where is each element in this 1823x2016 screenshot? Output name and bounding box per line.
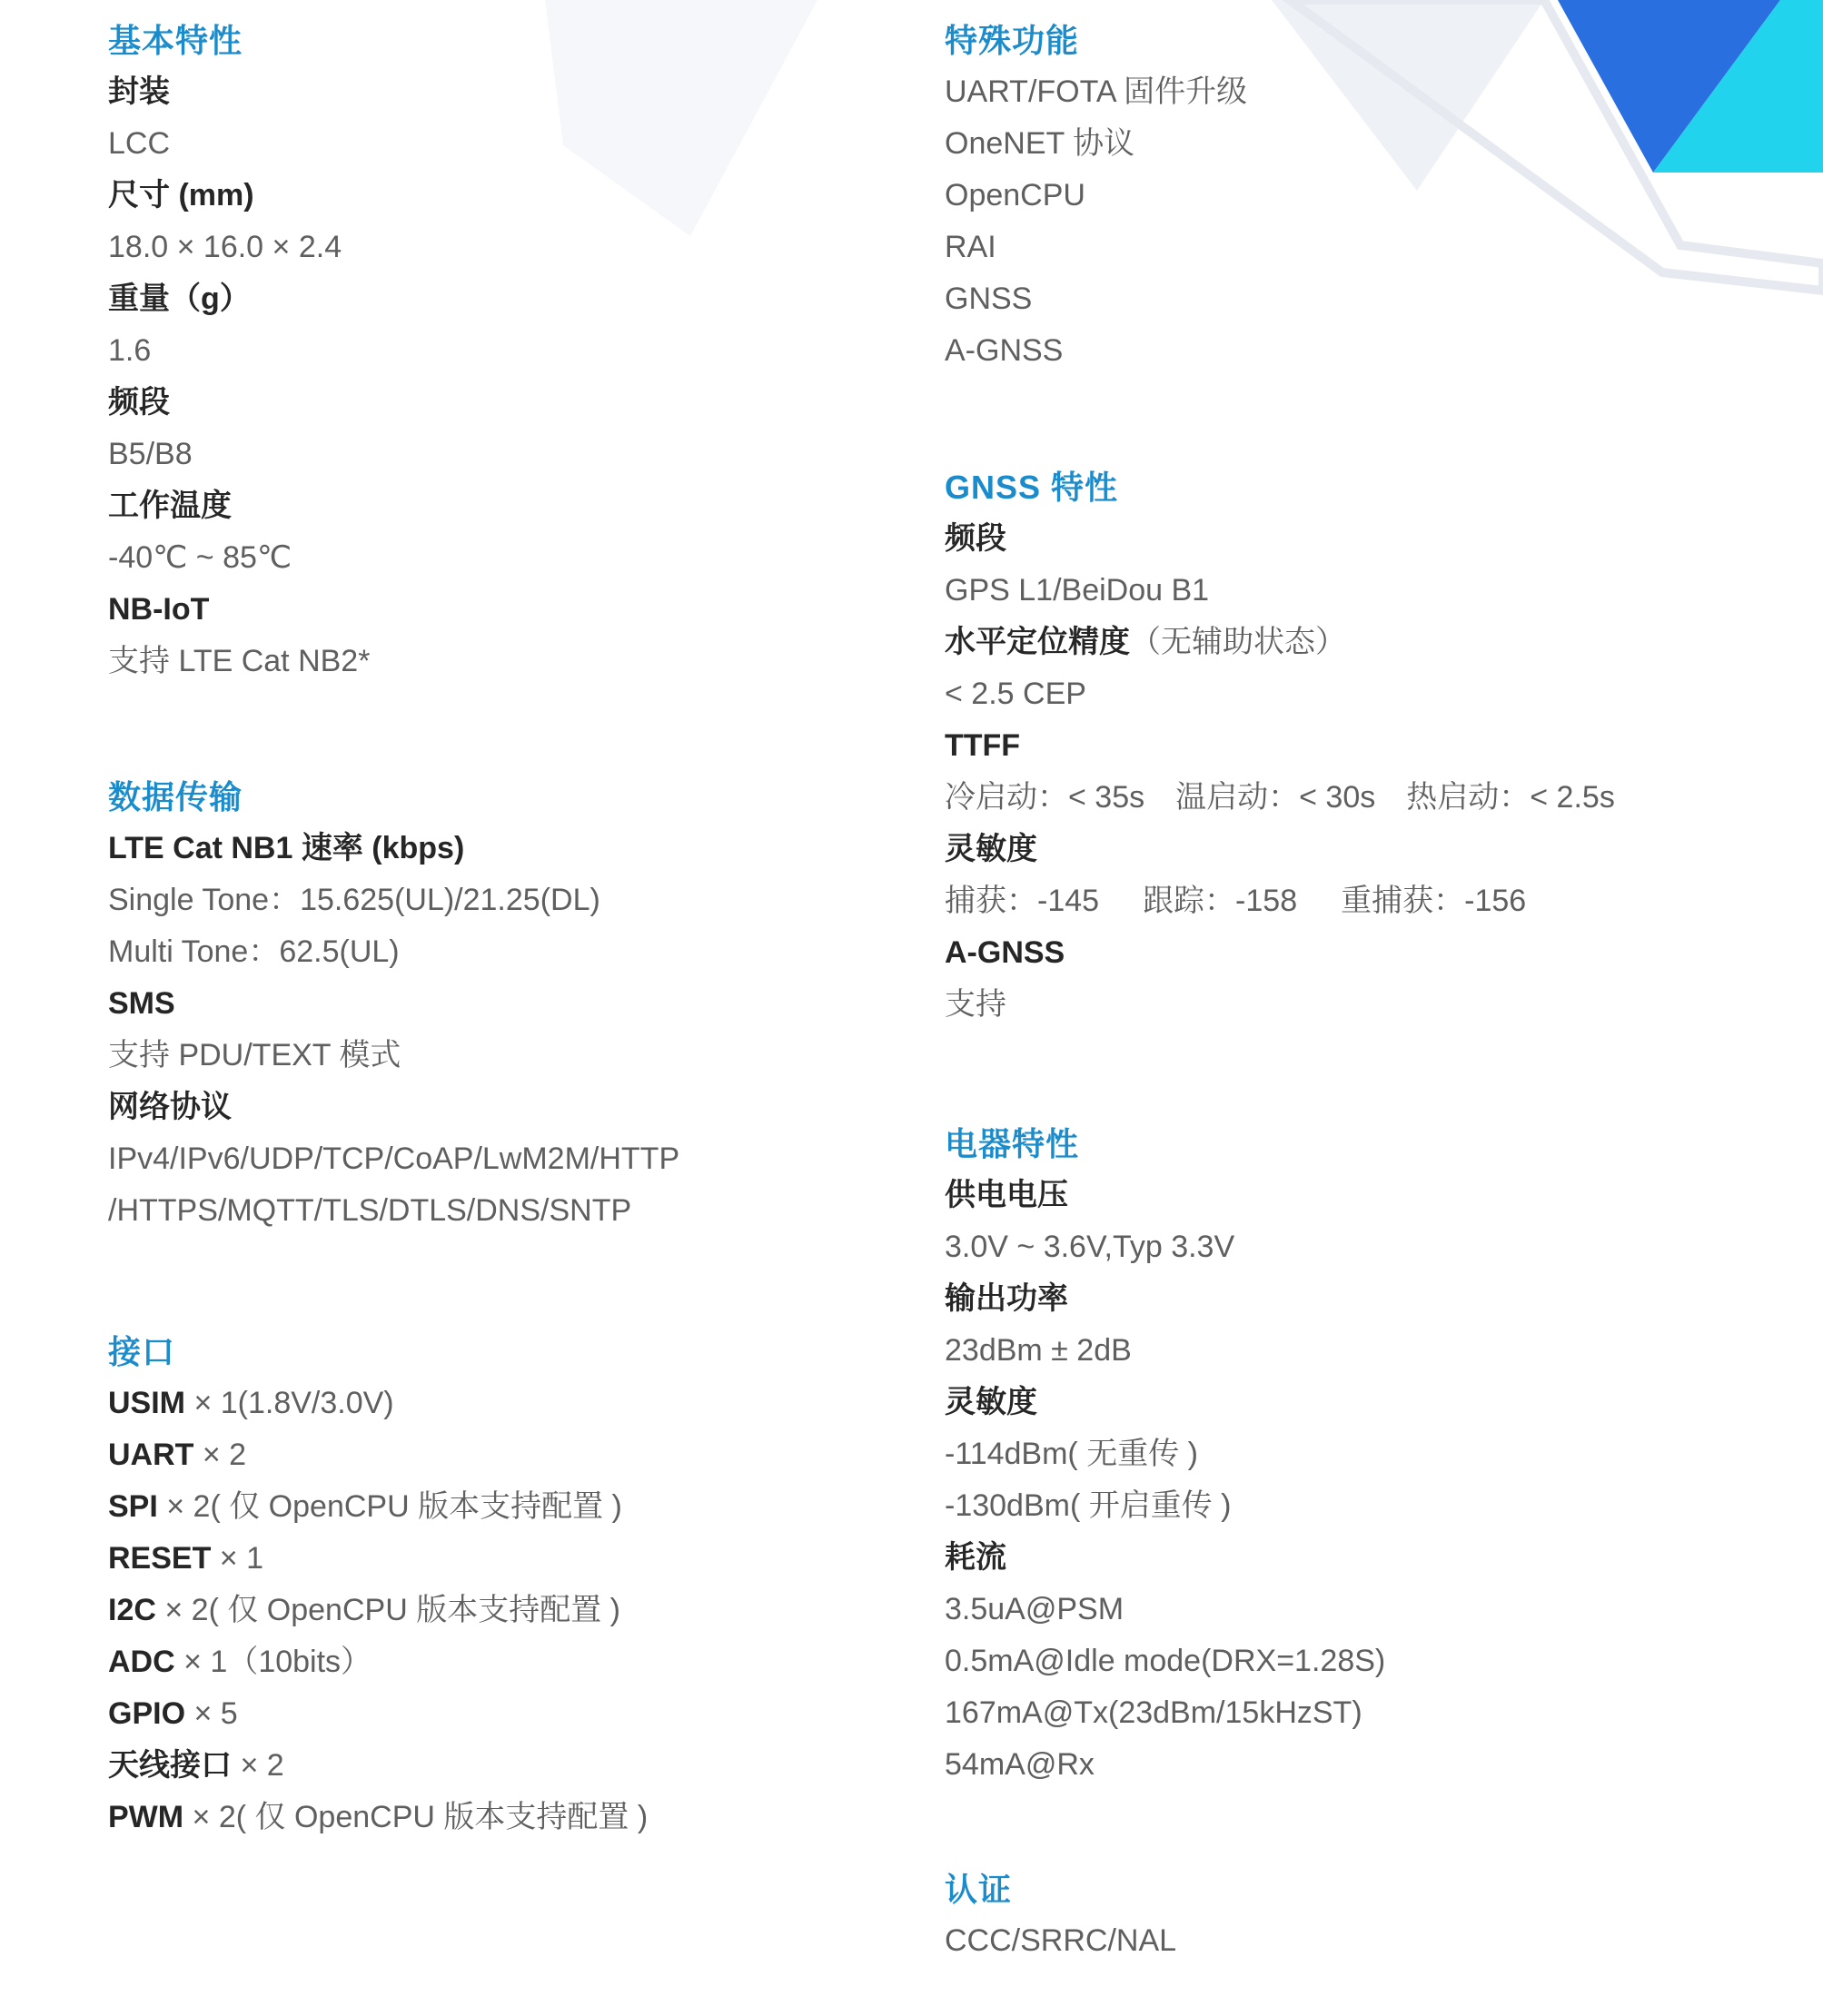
ttff-label: TTFF [945, 728, 1021, 763]
special-item: OpenCPU [945, 178, 1085, 212]
rate-label: LTE Cat NB1 速率 (kbps) [108, 831, 465, 865]
gnss-section [945, 461, 1762, 1031]
elec-sens-value-1: -114dBm( 无重传 ) [945, 1437, 1198, 1471]
elec-sens-label: 灵敏度 [945, 1385, 1037, 1419]
weight-label: 重量（g） [108, 282, 251, 316]
interface-detail: × 2( 仅 OpenCPU 版本支持配置 ) [155, 1593, 620, 1627]
package-value: LCC [108, 126, 171, 161]
sens-reacquire: 重捕获：-156 [1341, 884, 1527, 918]
interface-detail: × 1 [211, 1541, 264, 1576]
interface-detail: × 1(1.8V/3.0V) [185, 1386, 394, 1420]
special-item: OneNET 协议 [945, 126, 1135, 161]
interface-item [108, 1429, 835, 1481]
interface-name: USIM [108, 1386, 185, 1420]
multi-tone-value: Multi Tone：62.5(UL) [108, 934, 400, 969]
nbiot-value: 支持 LTE Cat NB2* [108, 644, 371, 678]
basic-section [108, 15, 835, 687]
sens-track: 跟踪：-158 [1143, 884, 1298, 918]
ttff-cold: 冷启动：< 35s [945, 780, 1145, 815]
current-value: 3.5uA@PSM [945, 1592, 1125, 1626]
cert-value: CCC/SRRC/NAL [945, 1923, 1177, 1958]
temp-value: -40℃ ~ 85℃ [108, 540, 292, 575]
single-tone-value: Single Tone：15.625(UL)/21.25(DL) [108, 883, 600, 917]
interface-item [108, 1740, 835, 1792]
interface-detail: × 2( 仅 OpenCPU 版本支持配置 ) [183, 1800, 649, 1834]
electrical-section [945, 1118, 1762, 1791]
nbiot-label: NB-IoT [108, 592, 210, 627]
power-value: 23dBm ± 2dB [945, 1333, 1132, 1368]
sens-acquire: 捕获：-145 [945, 884, 1100, 918]
voltage-label: 供电电压 [945, 1178, 1068, 1212]
sms-value: 支持 PDU/TEXT 模式 [108, 1038, 401, 1072]
protocol-label: 网络协议 [108, 1090, 232, 1124]
size-label: 尺寸 (mm) [108, 178, 254, 212]
interface-section [108, 1326, 835, 1843]
size-value: 18.0 × 16.0 × 2.4 [108, 230, 342, 264]
special-item: A-GNSS [945, 333, 1064, 368]
cert-title: 认证 [945, 1871, 1013, 1908]
gnss-title: GNSS 特性 [945, 469, 1119, 506]
interface-name: RESET [108, 1541, 212, 1576]
protocol-line-2: /HTTPS/MQTT/TLS/DTLS/DNS/SNTP [108, 1193, 632, 1228]
interface-name: SPI [108, 1489, 158, 1524]
ttff-warm: 温启动：< 30s [1175, 780, 1376, 815]
interface-detail: × 2 [193, 1438, 247, 1472]
gnss-sens-values [945, 875, 1762, 927]
protocol-line-1: IPv4/IPv6/UDP/TCP/CoAP/LwM2M/HTTP [108, 1141, 680, 1176]
interface-item [108, 1792, 835, 1843]
interface-name: GPIO [108, 1696, 186, 1731]
elec-sens-value-2: -130dBm( 开启重传 ) [945, 1488, 1232, 1523]
accuracy-label-row [945, 617, 1762, 668]
interface-item [108, 1636, 835, 1688]
sms-label: SMS [108, 986, 175, 1021]
agnss-label: A-GNSS [945, 935, 1065, 970]
interface-item [108, 1688, 835, 1740]
band-label: 频段 [108, 385, 170, 420]
band-value: B5/B8 [108, 437, 193, 471]
interface-detail: × 5 [185, 1696, 238, 1731]
gnss-band-value: GPS L1/BeiDou B1 [945, 573, 1210, 608]
special-item: RAI [945, 230, 996, 264]
interface-item [108, 1378, 835, 1429]
package-label: 封装 [108, 74, 170, 109]
ttff-values [945, 772, 1762, 824]
current-value: 0.5mA@Idle mode(DRX=1.28S) [945, 1644, 1386, 1678]
special-title: 特殊功能 [945, 22, 1080, 59]
current-value: 54mA@Rx [945, 1747, 1095, 1782]
special-section [945, 15, 1762, 377]
ttff-hot: 热启动：< 2.5s [1406, 780, 1615, 815]
special-item: GNSS [945, 282, 1033, 316]
weight-value: 1.6 [108, 333, 152, 368]
data-section [108, 771, 835, 1237]
current-label: 耗流 [945, 1540, 1006, 1575]
voltage-value: 3.0V ~ 3.6V,Typ 3.3V [945, 1230, 1235, 1264]
interface-item [108, 1533, 835, 1585]
interface-detail: × 2 [232, 1748, 284, 1783]
gnss-band-label: 频段 [945, 521, 1006, 556]
basic-title: 基本特性 [108, 22, 243, 59]
accuracy-label: 水平定位精度 [945, 625, 1130, 659]
interface-detail: × 1（10bits） [174, 1645, 372, 1679]
gnss-sens-label: 灵敏度 [945, 832, 1037, 866]
special-item: UART/FOTA 固件升级 [945, 74, 1248, 109]
interface-name: PWM [108, 1800, 184, 1834]
accuracy-value: < 2.5 CEP [945, 677, 1086, 711]
interface-name: UART [108, 1438, 194, 1472]
accuracy-note: （无辅助状态） [1130, 625, 1346, 659]
interface-title: 接口 [108, 1333, 176, 1370]
power-label: 输出功率 [945, 1281, 1068, 1316]
interface-name: ADC [108, 1645, 175, 1679]
current-value: 167mA@Tx(23dBm/15kHzST) [945, 1695, 1362, 1730]
interface-detail: × 2( 仅 OpenCPU 版本支持配置 ) [157, 1489, 622, 1524]
interface-name: I2C [108, 1593, 156, 1627]
temp-label: 工作温度 [108, 489, 232, 523]
interface-item [108, 1481, 835, 1533]
interface-item [108, 1585, 835, 1636]
agnss-value: 支持 [945, 987, 1006, 1022]
interface-name: 天线接口 [108, 1748, 232, 1783]
electrical-title: 电器特性 [945, 1125, 1080, 1162]
data-title: 数据传输 [108, 778, 243, 815]
cert-section [945, 1863, 1762, 1967]
